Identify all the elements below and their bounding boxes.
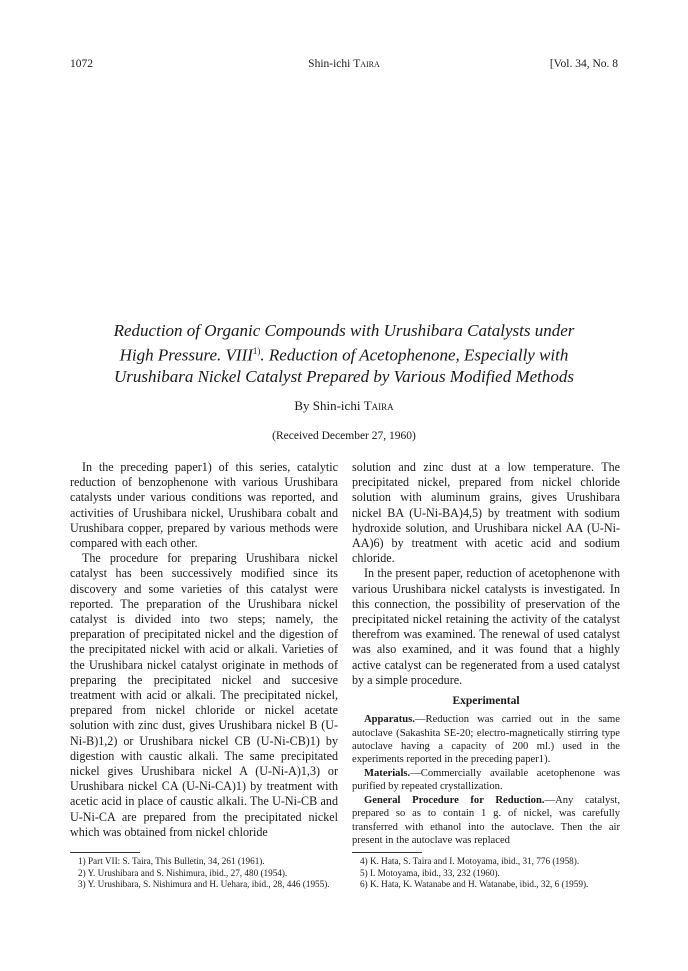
procedure-paragraph: The procedure for preparing Urushibara nickel catalyst has been successively modified since its discovery and some varieties of this catalyst were reported. The preparation of the Urushibara nickel catalyst is divided into two steps; namely, the preparation of precipitated nickel and the digestion of the precipitated nickel with acid or alkali. Varieties of the Urushibara nickel catalyst originate in methods of preparing the precipitated nickel and succesive treatment with acid or alkali. The precipitated nickel, prepared from nickel chloride or nickel acetate solution with zinc dust, gives Urushibara nickel B (U-Ni-B)1,2) or Urushibara nickel CB (U-Ni-CB)1) by digestion with caustic alkali. The same precipitated nickel gives Urushibara nickel A (U-Ni-A)1,3) or Urushibara nickel CA (U-Ni-CA)1) by treatment with acetic acid in place of caustic alkali. The U-Ni-CB and U-Ni-CA are prepared from the precipitated nickel which was obtained from nickel chloride [70, 551, 338, 839]
footnotes-right [352, 856, 620, 891]
left-column [70, 460, 338, 840]
section-heading-experimental: Experimental [452, 695, 520, 708]
footnote-rule-left [70, 852, 140, 853]
running-header [70, 58, 618, 74]
footnote-rule-right [352, 852, 422, 853]
continued-paragraph: solution and zinc dust at a low temperature. The precipitated nickel, prepared from nickel chloride solution with aluminum grains, gives Urushibara nickel BA (U-Ni-BA)4,5) by treatment with sodium hydroxide solution, and Urushibara nickel AA (U-Ni-AA)6) by treatment with acetic acid and sodium chloride. [352, 460, 620, 566]
running-author: Shin-ichi Taira [308, 58, 380, 70]
volume-info: [Vol. 34, No. 8 [549, 58, 618, 70]
footnote-3: 3) Y. Urushibara, S. Nishimura and H. Uehara, ibid., 28, 446 (1955). [78, 879, 330, 890]
paper-title [70, 320, 618, 387]
byline: By Shin-ichi Taira [294, 398, 394, 413]
general-procedure-paragraph: General Procedure for Reduction.—Any catalyst, prepared so as to contain 1 g. of nickel, was carefully transferred with ethanol into the autoclave. Then the air present in the autoclave was replaced [352, 794, 620, 846]
footnote-2: 2) Y. Urushibara and S. Nishimura, ibid., 27, 480 (1954). [78, 867, 288, 878]
footnote-4: 4) K. Hata, S. Taira and I. Motoyama, ibid., 31, 776 (1958). [360, 856, 580, 866]
page-number: 1072 [70, 58, 93, 70]
title-line-3: Urushibara Nickel Catalyst Prepared by Various Modified Methods [113, 366, 575, 386]
footnote-6: 6) K. Hata, K. Watanabe and H. Watanabe, ibid., 32, 6 (1959). [360, 879, 589, 890]
footnotes-left [70, 856, 338, 891]
experimental-section [352, 713, 620, 847]
apparatus-paragraph: Apparatus.—Reduction was carried out in the same autoclave (Sakashita SE-20; electro-magnetically stirring type autoclave having a capacity of 200 ml.) used in the experiments reported in the preceding paper1). [352, 714, 620, 766]
footnote-5: 5) I. Motoyama, ibid., 33, 232 (1960). [360, 867, 500, 878]
title-line-1: Reduction of Organic Compounds with Urushibara Catalysts under [113, 321, 575, 340]
footnote-1: 1) Part VII: S. Taira, This Bulletin, 34, 261 (1961). [78, 856, 265, 866]
right-column [352, 460, 620, 847]
received-date: (Received December 27, 1960) [272, 430, 416, 442]
materials-paragraph: Materials.—Commercially available acetophenone was purified by repeated crystallization. [352, 767, 620, 793]
title-line-2: High Pressure. VIII$^{1)}$. Reduction of Acetophenone, Especially with [119, 345, 569, 365]
present-paper-paragraph: In the present paper, reduction of acetophenone with various Urushibara nickel catalysts is investigated. In this connection, the possibility of preservation of the precipitated nickel retaining the activity of the catalyst therefrom was examined. The renewal of used catalyst was also examined, and it was found that a highly active catalyst can be regenerated from a used catalyst by a simple procedure. [352, 566, 620, 687]
intro-paragraph: In the preceding paper1) of this series, catalytic reduction of benzophenone with various Urushibara catalysts under various conditions was reported, and activities of Urushibara nickel, Urushibara cobalt and Urushibara copper, prepared by various methods were compared with each other. [70, 460, 338, 551]
